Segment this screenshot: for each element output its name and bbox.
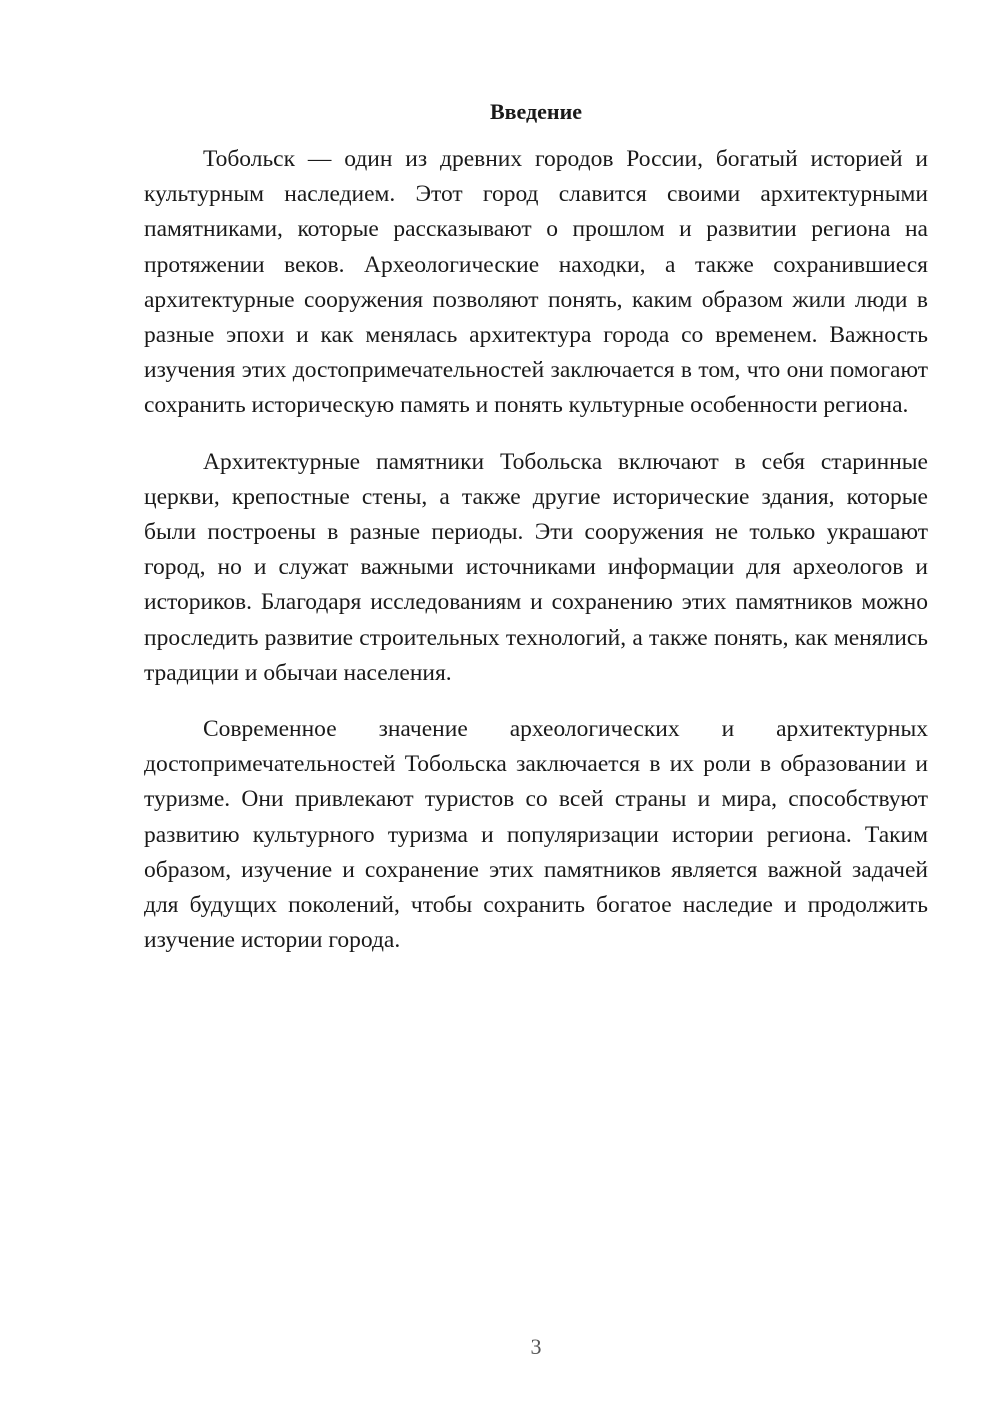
paragraph-1: Тобольск — один из древних городов России, богатый историей и культурным наследием. Этот город славится своими архитектурными памятниками, которые рассказывают о прошлом и развитии региона на протяжении веков. Археологические находки, а также сохранившиеся архитектурные сооружения позволяют понять, каким образом жили люди в разные эпохи и как менялась архитектура города со временем. Важность изучения этих достопримечательностей заключается в том, что они помогают сохранить историческую память и понять культурные особенности региона.	[144, 146, 928, 419]
body-text	[144, 142, 928, 979]
paragraph-2: Архитектурные памятники Тобольска включают в себя старинные церкви, крепостные стены, а также другие исторические здания, которые были построены в разные периоды. Эти сооружения не только украшают город, но и служат важными источниками информации для археологов и историков. Благодаря исследованиям и сохранению этих памятников можно проследить развитие строительных технологий, а также понять, как менялись традиции и обычаи населения.	[144, 448, 928, 686]
page-title: Введение	[489, 99, 583, 124]
page-number: 3	[530, 1334, 542, 1359]
paragraph-3: Современное значение археологических и архитектурных достопримечательностей Тобольска заключается в их роли в образовании и туризме. Они привлекают туристов со всей страны и мира, способствуют развитию культурного туризма и популяризации истории региона. Таким образом, изучение и сохранение этих памятников является важной задачей для будущих поколений, чтобы сохранить богатое наследие и продолжить изучение истории города.	[144, 716, 928, 954]
